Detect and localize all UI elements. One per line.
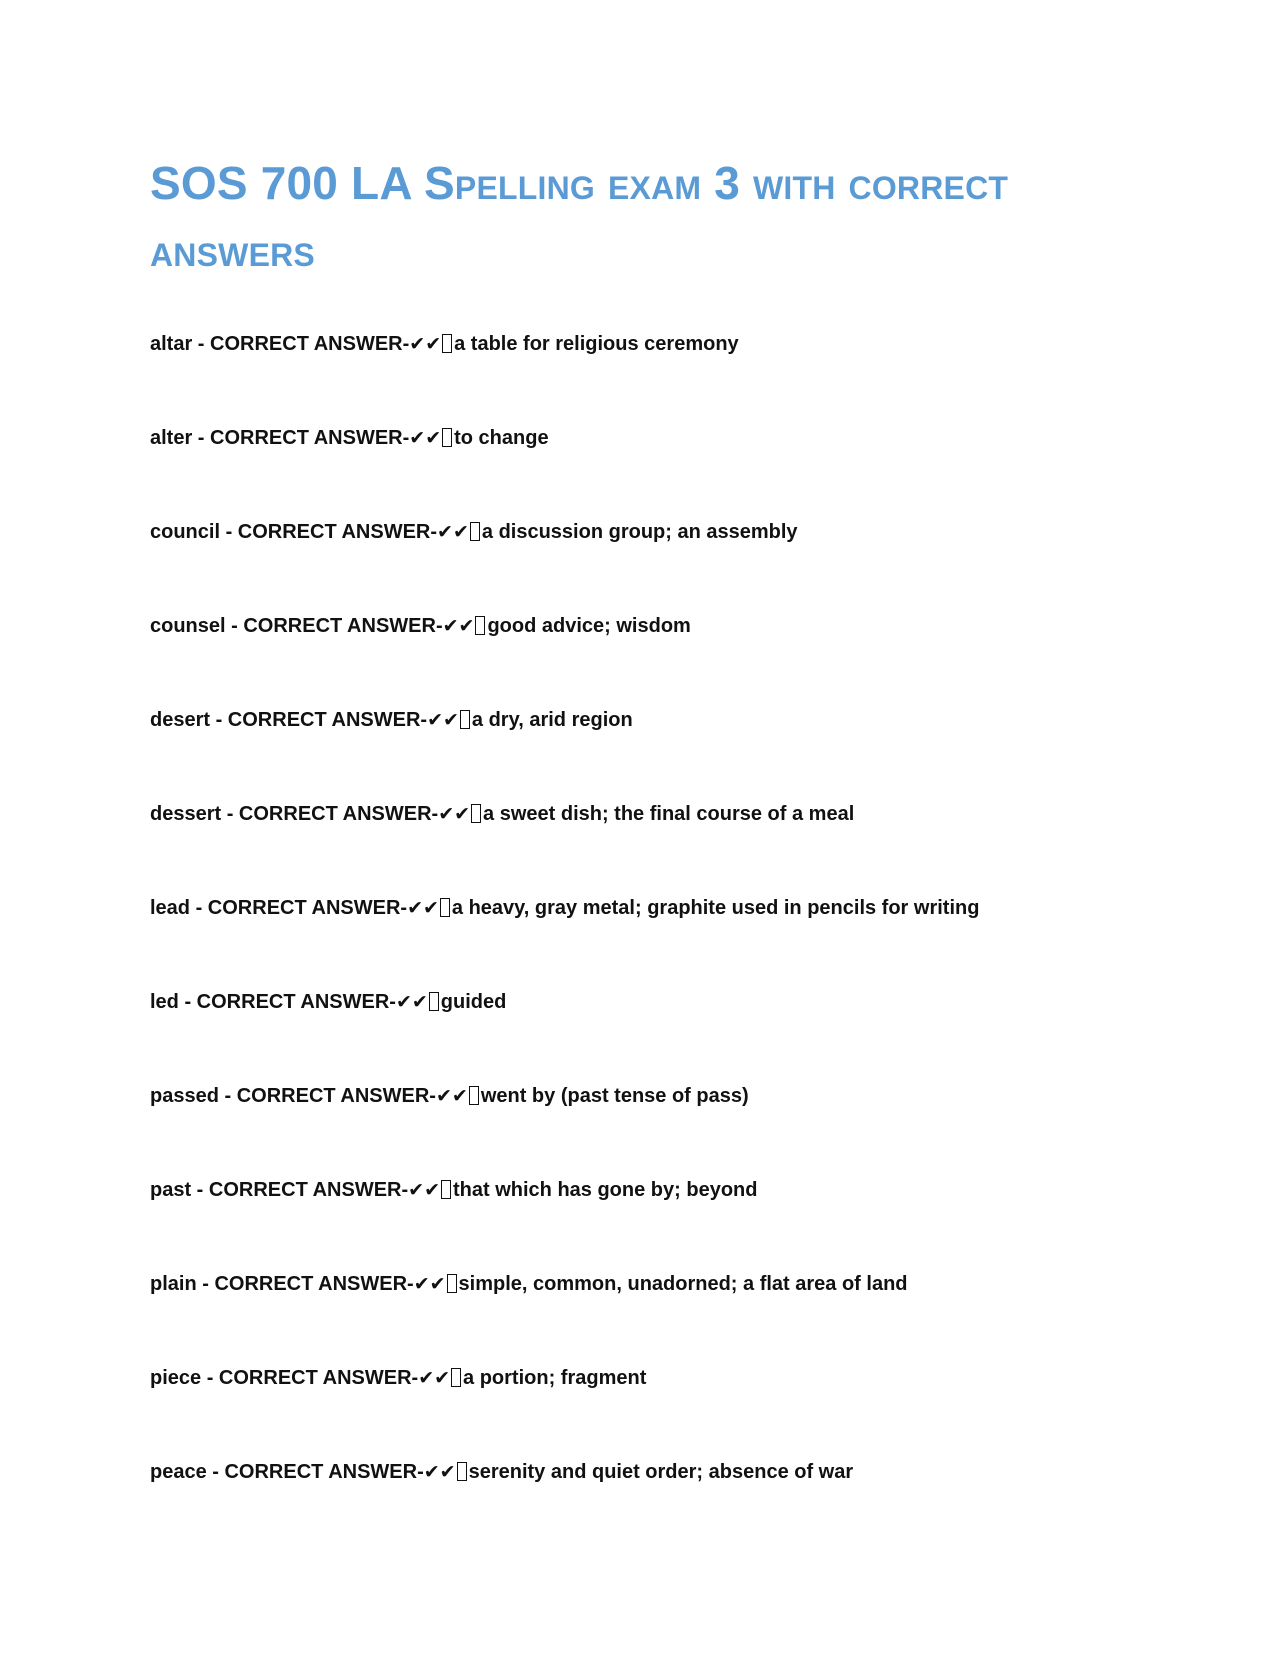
definition: to change [454,427,549,449]
answer-list [150,326,1230,1548]
missing-glyph-box-icon [457,1462,467,1481]
answer-separator: - CORRECT ANSWER- [192,427,410,449]
definition: went by (past tense of pass) [480,1085,749,1107]
list-item [150,702,1230,796]
list-item [150,1078,1230,1172]
definition: a table for religious ceremony [454,333,739,355]
definition: serenity and quiet order; absence of war [468,1461,854,1483]
check-icon: ✔✔ [423,1461,456,1483]
check-icon: ✔✔ [427,709,459,731]
answer-separator: - CORRECT ANSWER- [220,521,438,543]
definition: simple, common, unadorned; a flat area of land [458,1273,908,1295]
answer-separator: - CORRECT ANSWER- [178,991,396,1013]
list-item [150,890,1230,984]
missing-glyph-box-icon [440,898,450,917]
missing-glyph-box-icon [442,334,452,353]
definition: a heavy, gray metal; graphite used in pencils for writing [451,897,980,919]
missing-glyph-box-icon [451,1368,461,1387]
list-item [150,1454,1230,1548]
term: altar [150,333,193,355]
check-icon: ✔✔ [418,1367,451,1389]
check-icon: ✔✔ [409,333,442,355]
list-item [150,514,1230,608]
check-icon: ✔✔ [437,521,469,543]
term: led [150,991,179,1013]
definition: a portion; fragment [463,1367,647,1389]
missing-glyph-box-icon [470,522,480,541]
missing-glyph-box-icon [475,616,485,635]
term: plain [150,1273,197,1295]
check-icon: ✔✔ [407,897,439,919]
list-item [150,1266,1230,1360]
definition: a sweet dish; the final course of a meal [483,803,855,825]
list-item [150,796,1230,890]
list-item [150,420,1230,514]
list-item [150,1360,1230,1454]
definition: a dry, arid region [471,709,633,731]
definition: good advice; wisdom [487,615,691,637]
definition: that which has gone by; beyond [453,1179,758,1201]
check-icon: ✔✔ [435,1085,468,1107]
term: passed [150,1085,219,1107]
check-icon: ✔✔ [409,427,442,449]
definition: a discussion group; an assembly [481,521,798,543]
term: council [150,521,221,543]
check-icon: ✔✔ [438,803,471,825]
missing-glyph-box-icon [447,1274,457,1293]
check-icon: ✔✔ [395,991,428,1013]
answer-separator: - CORRECT ANSWER- [196,1273,414,1295]
term: peace [150,1461,207,1483]
answer-separator: - CORRECT ANSWER- [201,1367,419,1389]
answer-separator: - CORRECT ANSWER- [192,333,410,355]
list-item [150,326,1230,420]
answer-separator: - CORRECT ANSWER- [218,1085,436,1107]
term: alter [150,427,193,449]
term: dessert [150,803,222,825]
missing-glyph-box-icon [429,992,439,1011]
check-icon: ✔✔ [408,1179,440,1201]
answer-separator: - CORRECT ANSWER- [191,1179,409,1201]
document-title: SOS 700 LA Spelling exam 3 with correct answers [150,157,1009,276]
missing-glyph-box-icon [442,428,452,447]
answer-separator: - CORRECT ANSWER- [221,803,439,825]
list-item [150,608,1230,702]
check-icon: ✔✔ [413,1273,446,1295]
list-item [150,1172,1230,1266]
term: piece [150,1367,202,1389]
missing-glyph-box-icon [460,710,470,729]
term: lead [150,897,191,919]
list-item [150,984,1230,1078]
answer-separator: - CORRECT ANSWER- [206,1461,424,1483]
answer-separator: - CORRECT ANSWER- [210,709,428,731]
term: desert [150,709,211,731]
definition: guided [440,991,507,1013]
term: past [150,1179,192,1201]
answer-separator: - CORRECT ANSWER- [225,615,443,637]
check-icon: ✔✔ [442,615,475,637]
missing-glyph-box-icon [441,1180,451,1199]
term: counsel [150,615,226,637]
missing-glyph-box-icon [471,804,481,823]
answer-separator: - CORRECT ANSWER- [190,897,408,919]
missing-glyph-box-icon [469,1086,479,1105]
